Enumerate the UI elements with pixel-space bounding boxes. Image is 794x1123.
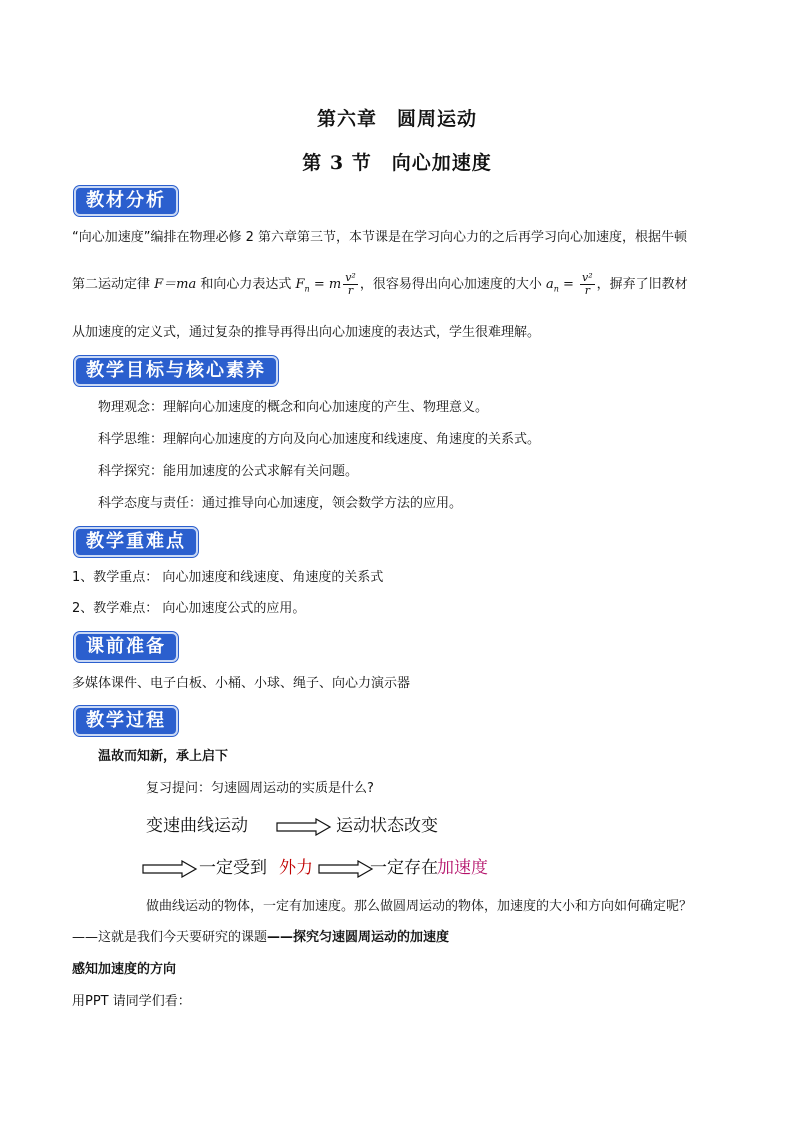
topic-title: ——探究匀速圆周运动的加速度 xyxy=(267,930,450,945)
hollow-arrow-icon xyxy=(142,860,198,878)
section-badge-key-points: 教学重难点 xyxy=(74,527,198,557)
review-question: 复习提问：匀速圆周运动的实质是什么? xyxy=(146,781,374,796)
direction-heading: 感知加速度的方向 xyxy=(72,962,177,977)
flow-text-external-force: 外力 xyxy=(279,858,313,878)
fraction: $\frac{\text{v²}}{r}$ xyxy=(345,271,356,297)
section-badge-analysis: 教材分析 xyxy=(74,186,178,216)
goal-item: 物理观念：理解向心加速度的概念和向心加速度的产生、物理意义。 xyxy=(98,400,489,415)
analysis-text: ，摒弃了旧教材 xyxy=(596,277,688,292)
analysis-text: ，很容易得出向心加速度的大小 xyxy=(359,277,546,292)
analysis-line-1: “向心加速度”编排在物理必修 2 第六章第三节，本节课是在学习向心力的之后再学习向心加速度，根据牛顿 xyxy=(72,230,688,245)
ppt-line: 用PPT 请同学们看： xyxy=(72,994,191,1009)
process-topic-line xyxy=(72,929,449,947)
preparation-text: 多媒体课件、电子白板、小桶、小球、绳子、向心力演示器 xyxy=(72,676,411,691)
flow-text-acceleration: 加速度 xyxy=(437,858,488,878)
goal-item: 科学探究：能用加速度的公式求解有关问题。 xyxy=(98,464,359,479)
flow-text-must-exist: 一定存在 xyxy=(370,858,438,878)
analysis-line-3: 从加速度的定义式，通过复杂的推导再得出向心加速度的表达式，学生很难理解。 xyxy=(72,325,541,340)
goal-item: 科学态度与责任：通过推导向心加速度，领会数学方法的应用。 xyxy=(98,496,463,511)
analysis-line-2 xyxy=(72,269,688,306)
centripetal-acceleration-formula: $a_n$ = xyxy=(545,277,579,294)
centripetal-force-formula: $F_n = m$ xyxy=(295,277,342,294)
section-title: 第 3 节 向心加速度 xyxy=(302,152,492,174)
key-point-item: 1、教学重点： 向心加速度和线速度、角速度的关系式 xyxy=(72,570,384,585)
section-badge-preparation: 课前准备 xyxy=(74,632,178,662)
topic-lead: ——这就是我们今天要研究的课题 xyxy=(72,930,268,945)
flow-text-state-change: 运动状态改变 xyxy=(336,816,438,836)
process-paragraph: 做曲线运动的物体，一定有加速度。那么做圆周运动的物体，加速度的大小和方向如何确定呢？ xyxy=(146,899,693,914)
analysis-text: 和向心力表达式 xyxy=(196,277,296,292)
key-point-item: 2、教学难点： 向心加速度公式的应用。 xyxy=(72,601,306,616)
review-heading: 温故而知新，承上启下 xyxy=(98,749,229,764)
goal-item: 科学思维：理解向心加速度的方向及向心加速度和线速度、角速度的关系式。 xyxy=(98,432,541,447)
section-badge-goals: 教学目标与核心素养 xyxy=(74,356,278,386)
newton-formula: F＝ma xyxy=(154,277,197,292)
hollow-arrow-icon xyxy=(318,860,374,878)
analysis-text: 第二运动定律 xyxy=(72,277,155,292)
section-badge-process: 教学过程 xyxy=(74,706,178,736)
hollow-arrow-icon xyxy=(276,818,332,836)
flow-text-must-receive: 一定受到 xyxy=(199,858,267,878)
flow-text-variable-curve-motion: 变速曲线运动 xyxy=(146,816,248,836)
fraction: $\frac{\text{v²}}{r}$ xyxy=(582,271,593,297)
chapter-title: 第六章 圆周运动 xyxy=(316,108,477,130)
